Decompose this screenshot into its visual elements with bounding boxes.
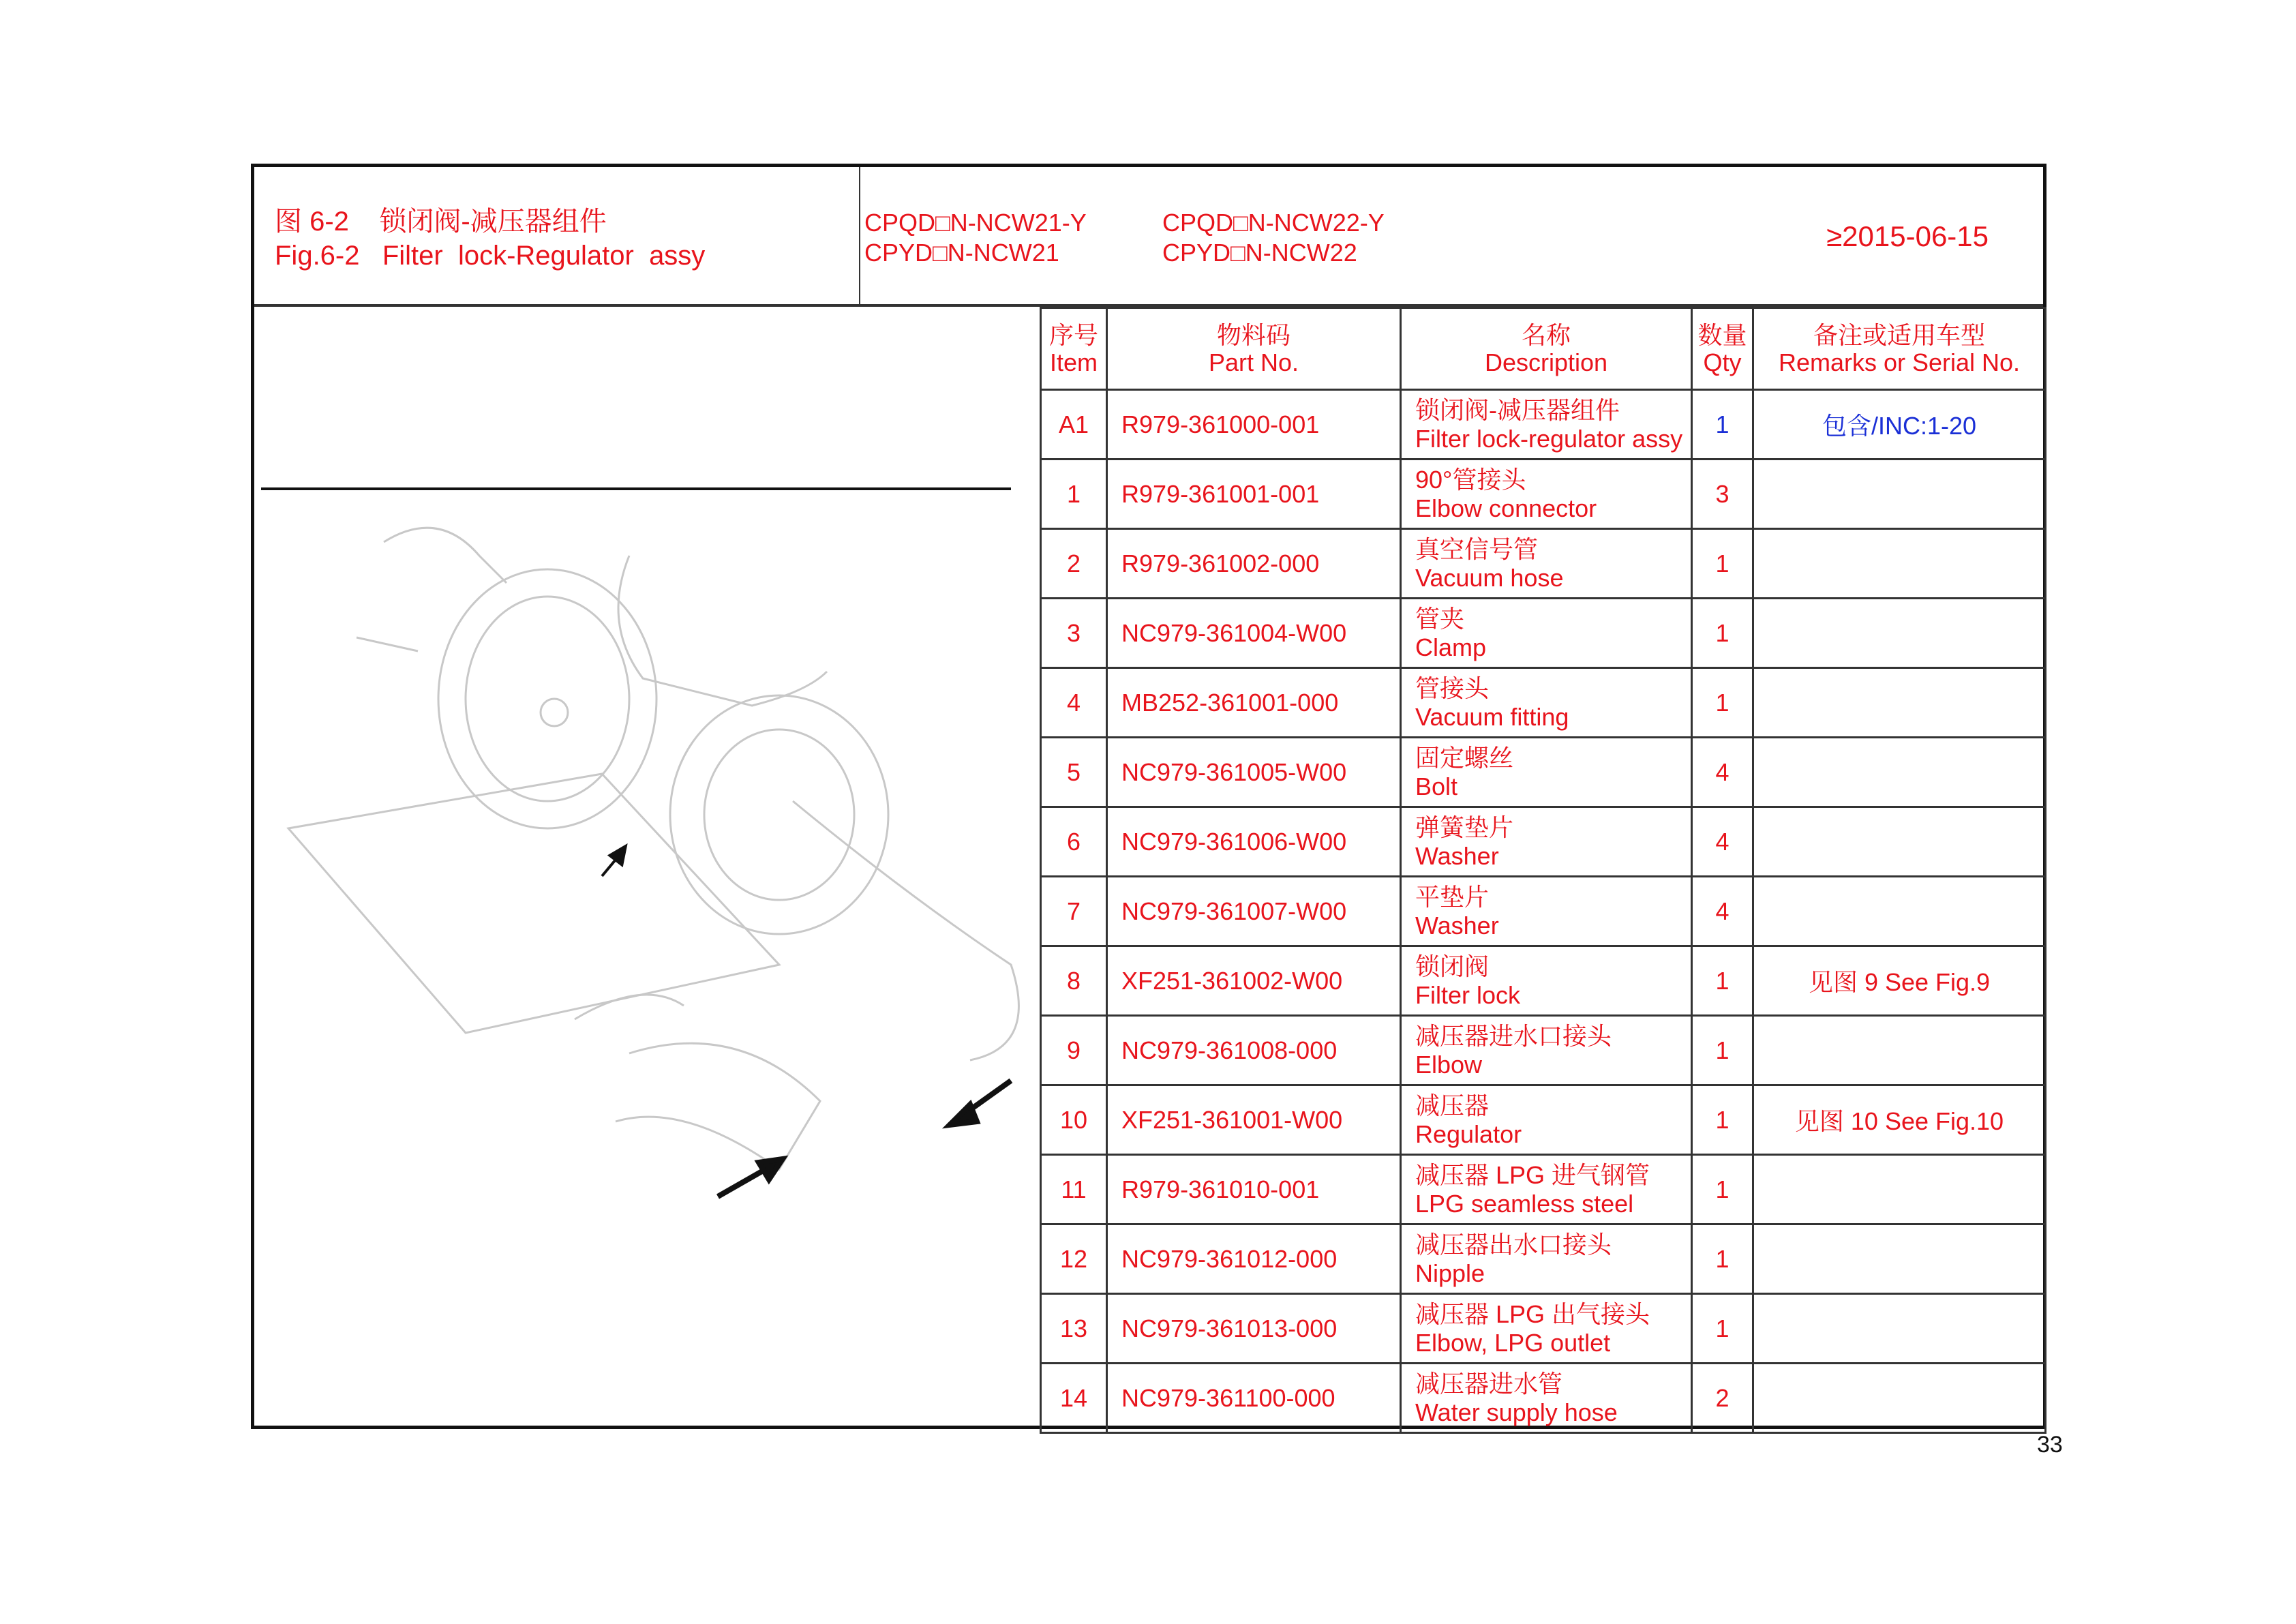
item-number: 12 <box>1041 1224 1107 1294</box>
description-cn: 固定螺丝 <box>1415 743 1514 772</box>
description-cn: 减压器 <box>1415 1091 1490 1119</box>
description-en: Washer <box>1415 911 1499 939</box>
quantity: 1 <box>1692 668 1753 738</box>
part-number: NC979-361005-W00 <box>1107 738 1401 807</box>
description-cn: 管夹 <box>1415 604 1465 633</box>
description <box>1401 1155 1692 1224</box>
item-number: 8 <box>1041 946 1107 1016</box>
model-list-2 <box>1162 208 1385 268</box>
quantity: 3 <box>1692 460 1753 529</box>
figure-title-cn: 图 6-2 锁闭阀-减压器组件 <box>275 207 607 237</box>
remarks <box>1753 1294 2046 1364</box>
quantity: 1 <box>1692 1294 1753 1364</box>
model: CPQD□N-NCW21-Y <box>864 209 1087 237</box>
col-description: 名称 Description <box>1401 308 1692 390</box>
description <box>1401 877 1692 946</box>
table-row <box>1041 390 2046 460</box>
part-number: NC979-361004-W00 <box>1107 599 1401 668</box>
description <box>1401 668 1692 738</box>
remarks <box>1753 1155 2046 1224</box>
item-number: 13 <box>1041 1294 1107 1364</box>
description-cn: 减压器进水口接头 <box>1415 1021 1612 1050</box>
table-row <box>1041 1224 2046 1294</box>
description <box>1401 529 1692 599</box>
table-row <box>1041 807 2046 877</box>
item-number: 1 <box>1041 460 1107 529</box>
col-qty: 数量 Qty <box>1692 308 1753 390</box>
remarks: 见图 9 See Fig.9 <box>1753 946 2046 1016</box>
part-number: MB252-361001-000 <box>1107 668 1401 738</box>
table-row <box>1041 668 2046 738</box>
table-row <box>1041 1364 2046 1433</box>
item-number: 11 <box>1041 1155 1107 1224</box>
remarks <box>1753 1016 2046 1085</box>
exploded-diagram <box>261 487 1045 1272</box>
description <box>1401 807 1692 877</box>
description <box>1401 1364 1692 1433</box>
item-number: 3 <box>1041 599 1107 668</box>
col-item: 序号 Item <box>1041 308 1107 390</box>
table-row <box>1041 460 2046 529</box>
col-part-no: 物料码 Part No. <box>1107 308 1401 390</box>
item-number: 6 <box>1041 807 1107 877</box>
description-en: Water supply hose <box>1415 1398 1618 1426</box>
description <box>1401 1294 1692 1364</box>
item-number: 2 <box>1041 529 1107 599</box>
description-en: Bolt <box>1415 772 1458 800</box>
description-cn: 锁闭阀 <box>1415 952 1490 980</box>
description <box>1401 390 1692 460</box>
table-row <box>1041 1016 2046 1085</box>
item-number: 9 <box>1041 1016 1107 1085</box>
description-cn: 减压器 LPG 出气接头 <box>1415 1299 1650 1328</box>
model: CPYD□N-NCW22 <box>1162 239 1357 267</box>
quantity: 1 <box>1692 1224 1753 1294</box>
description <box>1401 460 1692 529</box>
remarks: 包含/INC:1-20 <box>1753 390 2046 460</box>
description-en: LPG seamless steel <box>1415 1189 1634 1218</box>
quantity: 4 <box>1692 877 1753 946</box>
item-number: 10 <box>1041 1085 1107 1155</box>
table-row <box>1041 738 2046 807</box>
description-en: Filter lock-regulator assy <box>1415 424 1683 453</box>
remarks <box>1753 668 2046 738</box>
part-number: XF251-361002-W00 <box>1107 946 1401 1016</box>
description-en: Clamp <box>1415 633 1487 661</box>
description-cn: 管接头 <box>1415 674 1490 702</box>
table-row <box>1041 946 2046 1016</box>
description <box>1401 1224 1692 1294</box>
quantity: 1 <box>1692 529 1753 599</box>
remarks <box>1753 738 2046 807</box>
quantity: 1 <box>1692 599 1753 668</box>
description-cn: 锁闭阀-减压器组件 <box>1415 395 1620 424</box>
description-cn: 减压器 LPG 进气钢管 <box>1415 1160 1650 1189</box>
arrow-icon <box>718 1169 766 1197</box>
description-cn: 弹簧垫片 <box>1415 813 1514 841</box>
part-number: NC979-361012-000 <box>1107 1224 1401 1294</box>
description <box>1401 1085 1692 1155</box>
remarks <box>1753 807 2046 877</box>
description-en: Washer <box>1415 841 1499 870</box>
parts-page-frame <box>251 164 2046 1429</box>
parts-table <box>1040 307 2046 1434</box>
page-number: 33 <box>2037 1432 2063 1458</box>
table-row <box>1041 877 2046 946</box>
description-cn: 90°管接头 <box>1415 465 1526 494</box>
part-number: R979-361001-001 <box>1107 460 1401 529</box>
model: CPYD□N-NCW21 <box>864 239 1059 267</box>
description-cn: 减压器出水口接头 <box>1415 1230 1612 1259</box>
description-en: Filter lock <box>1415 980 1521 1009</box>
description-cn: 减压器进水管 <box>1415 1369 1563 1398</box>
part-number: NC979-361007-W00 <box>1107 877 1401 946</box>
description-en: Elbow connector <box>1415 494 1597 522</box>
remarks <box>1753 1224 2046 1294</box>
filter-lock-drawing <box>670 695 888 934</box>
model: CPQD□N-NCW22-Y <box>1162 209 1385 237</box>
item-number: 4 <box>1041 668 1107 738</box>
description-en: Regulator <box>1415 1119 1522 1148</box>
table-row <box>1041 599 2046 668</box>
quantity: 2 <box>1692 1364 1753 1433</box>
figure-title <box>275 205 705 273</box>
table-row <box>1041 1155 2046 1224</box>
model-list-1 <box>864 208 1087 268</box>
remarks: 见图 10 See Fig.10 <box>1753 1085 2046 1155</box>
quantity: 1 <box>1692 390 1753 460</box>
part-number: XF251-361001-W00 <box>1107 1085 1401 1155</box>
effective-date: ≥2015-06-15 <box>1826 220 1989 252</box>
table-row <box>1041 529 2046 599</box>
description-en: Nipple <box>1415 1259 1485 1287</box>
remarks <box>1753 460 2046 529</box>
part-number: NC979-361006-W00 <box>1107 807 1401 877</box>
quantity: 1 <box>1692 946 1753 1016</box>
item-number: A1 <box>1041 390 1107 460</box>
remarks <box>1753 529 2046 599</box>
table-row <box>1041 1085 2046 1155</box>
description-cn: 平垫片 <box>1415 882 1490 911</box>
quantity: 1 <box>1692 1155 1753 1224</box>
table-row <box>1041 1294 2046 1364</box>
quantity: 4 <box>1692 807 1753 877</box>
description <box>1401 946 1692 1016</box>
header-divider <box>859 167 860 307</box>
quantity: 1 <box>1692 1085 1753 1155</box>
col-remarks: 备注或适用车型 Remarks or Serial No. <box>1753 308 2046 390</box>
part-number: NC979-361100-000 <box>1107 1364 1401 1433</box>
description <box>1401 738 1692 807</box>
part-number: NC979-361008-000 <box>1107 1016 1401 1085</box>
part-number: R979-361010-001 <box>1107 1155 1401 1224</box>
description-en: Vacuum hose <box>1415 563 1564 592</box>
item-number: 7 <box>1041 877 1107 946</box>
item-number: 5 <box>1041 738 1107 807</box>
quantity: 1 <box>1692 1016 1753 1085</box>
part-number: R979-361000-001 <box>1107 390 1401 460</box>
item-number: 14 <box>1041 1364 1107 1433</box>
part-number: NC979-361013-000 <box>1107 1294 1401 1364</box>
quantity: 4 <box>1692 738 1753 807</box>
remarks <box>1753 1364 2046 1433</box>
remarks <box>1753 877 2046 946</box>
remarks <box>1753 599 2046 668</box>
description <box>1401 1016 1692 1085</box>
table-header-row <box>1041 308 2046 390</box>
description-cn: 真空信号管 <box>1415 535 1539 563</box>
description-en: Vacuum fitting <box>1415 702 1569 731</box>
description-en: Elbow <box>1415 1050 1483 1079</box>
part-number: R979-361002-000 <box>1107 529 1401 599</box>
regulator-cover-drawing <box>438 569 656 828</box>
page-header <box>254 167 2043 307</box>
description-en: Elbow, LPG outlet <box>1415 1328 1611 1357</box>
description <box>1401 599 1692 668</box>
figure-title-en: Fig.6-2 Filter lock-Regulator assy <box>275 241 706 271</box>
